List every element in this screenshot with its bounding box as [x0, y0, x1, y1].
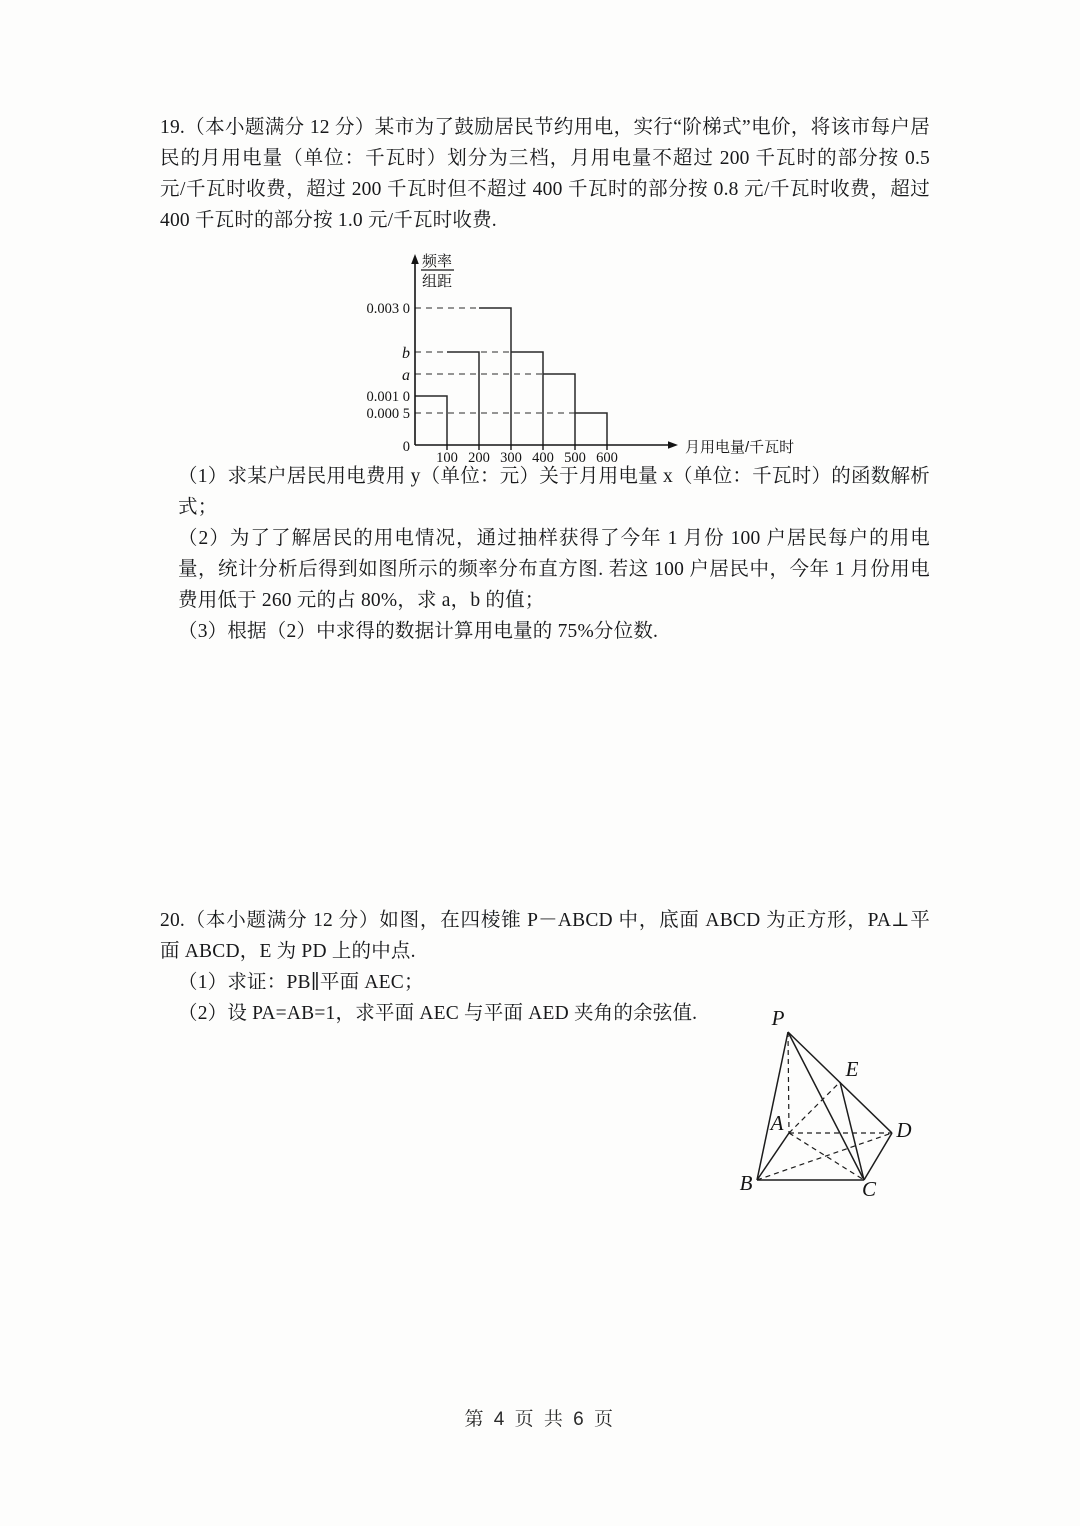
edge-E-C	[840, 1082, 864, 1180]
pyramid-figure	[700, 1000, 950, 1215]
answer-space-19	[160, 647, 930, 905]
page-footer: 第 4 页 共 6 页	[464, 1409, 616, 1430]
page-content	[160, 112, 930, 1029]
bar-300-400	[511, 352, 543, 445]
edge-A-E	[789, 1082, 840, 1133]
ytick-label-b: b	[402, 345, 410, 362]
ytick-label-3: 0.001 0	[366, 389, 410, 405]
problem-20-part-1: （1）求证：PB∥平面 AEC；	[178, 972, 424, 993]
edge-P-A	[788, 1032, 789, 1133]
problem-19-part-1: （1）求某户居民用电费用 y（单位：元）关于月用电量 x（单位：千瓦时）的函数解析式；	[178, 466, 930, 518]
xtick-label-5: 600	[596, 450, 618, 466]
problem-19-part-3: （3）根据（2）中求得的数据计算用电量的 75%分位数.	[178, 621, 659, 642]
visible-edges	[757, 1032, 892, 1180]
vertex-label-D: D	[896, 1118, 912, 1142]
xtick-label-2: 300	[500, 450, 522, 466]
bar-0-100	[415, 396, 447, 445]
bar-400-500	[543, 374, 575, 445]
vertex-label-B: B	[739, 1171, 753, 1195]
frequency-distribution-histogram	[160, 242, 930, 466]
vertex-label-E: E	[845, 1057, 859, 1081]
gridlines	[415, 308, 605, 413]
edge-P-C	[788, 1032, 864, 1180]
problem-20-stem: 20.（本小题满分 12 分）如图，在四棱锥 P－ABCD 中，底面 ABCD 为正方形，PA⊥平面 ABCD，E 为 PD 上的中点.	[160, 910, 930, 962]
xtick-label-1: 200	[468, 450, 490, 466]
ytick-label-a: a	[402, 367, 410, 384]
vertex-label-P: P	[771, 1006, 785, 1030]
histogram-bars	[415, 308, 607, 445]
bar-500-600	[575, 413, 607, 445]
yaxis-title-denominator: 组距	[422, 273, 453, 290]
bar-200-300	[479, 308, 511, 445]
xtick-label-3: 400	[532, 450, 554, 466]
x-axis-arrow	[668, 441, 678, 449]
vertex-label-A: A	[770, 1111, 784, 1135]
ytick-label-origin: 0	[402, 439, 410, 455]
yaxis-title-numerator: 频率	[422, 253, 453, 270]
ytick-label-4: 0.000 5	[366, 406, 410, 422]
xtick-label-4: 500	[564, 450, 586, 466]
problem-19-stem: 19.（本小题满分 12 分）某市为了鼓励居民节约用电，实行“阶梯式”电价，将该市每户居民的月用电量（单位：千瓦时）划分为三档，月用电量不超过 200 千瓦时的部分按 0.5 元/千瓦时收费，超过 200 千瓦时但不超过 400 千瓦时的部分按 0.8 元/千瓦时收费，超过 400 千瓦时的部分按 1.0 元/千瓦时收费.	[160, 117, 930, 231]
bar-100-200	[447, 352, 479, 445]
xaxis-title: 月用电量/千瓦时	[685, 439, 795, 456]
edge-C-D	[864, 1133, 892, 1180]
problem-20-part-2: （2）设 PA=AB=1，求平面 AEC 与平面 AED 夹角的余弦值.	[178, 1003, 698, 1024]
vertex-label-C: C	[861, 1177, 877, 1201]
y-axis-arrow	[411, 254, 419, 264]
hidden-edges	[757, 1032, 892, 1180]
problem-19-part-2: （2）为了了解居民的用电情况，通过抽样获得了今年 1 月份 100 户居民每户的用电量，统计分析后得到如图所示的频率分布直方图. 若这 100 户居民中，今年 1 月份用电费用低于 260 元的占 80%，求 a，b 的值；	[178, 528, 930, 611]
xtick-label-0: 100	[436, 450, 458, 466]
problem-19	[160, 112, 930, 647]
edge-B-D	[757, 1133, 892, 1180]
ytick-label-0: 0.003 0	[366, 301, 410, 317]
